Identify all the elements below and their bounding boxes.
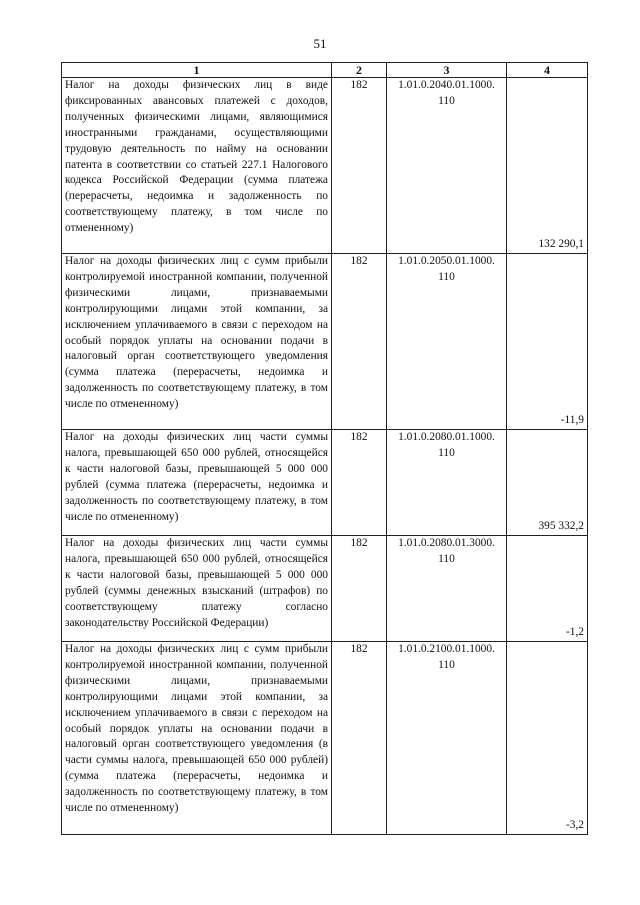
row-kbk-code: 1.01.0.2100.01.1000. 110 [387,642,507,835]
row-kbk-code: 1.01.0.2080.01.1000. 110 [387,430,507,536]
row-description: Налог на доходы физических лиц с сумм прибыли контролируемой иностранной компании, полученной физическими лицами, признаваемыми контролирующими лицами этой компании, за исключением уплачиваемого в связи с переходом на особый порядок уплаты на основании подачи в налоговый орган соответствующего уведомления (сумма платежа (перерасчеты, недоимка и задолженность по соответствующему платежу, в том числе по отмененному) [62,254,332,430]
row-amount: -11,9 [507,254,588,430]
table-header-row [62,63,588,78]
row-kbk-code: 1.01.0.2040.01.1000. 110 [387,78,507,254]
table-row [62,642,588,835]
column-header-3: 3 [387,63,507,78]
row-admin-code: 182 [332,536,387,642]
row-description: Налог на доходы физических лиц с сумм прибыли контролируемой иностранной компании, полученной физическими лицами, признаваемыми контролирующими лицами этой компании, за исключением уплачиваемого в связи с переходом на особый порядок уплаты на основании подачи в налоговый орган соответствующего уведомления (в части суммы налога, превышающей 650 000 рублей) (сумма платежа (перерасчеты, недоимка и задолженность по соответствующему платежу, в том числе по отмененному) [62,642,332,835]
revenue-table [61,62,588,835]
table-row [62,536,588,642]
row-admin-code: 182 [332,78,387,254]
row-admin-code: 182 [332,254,387,430]
row-amount: 395 332,2 [507,430,588,536]
column-header-2: 2 [332,63,387,78]
row-description: Налог на доходы физических лиц части суммы налога, превышающей 650 000 рублей, относящейся к части налоговой базы, превышающей 5 000 000 рублей (суммы денежных взысканий (штрафов) по соответствующему платежу согласно законодательству Российской Федерации) [62,536,332,642]
table-row [62,78,588,254]
row-kbk-code: 1.01.0.2050.01.1000. 110 [387,254,507,430]
row-amount: -1,2 [507,536,588,642]
row-amount: 132 290,1 [507,78,588,254]
table-row [62,254,588,430]
column-header-1: 1 [62,63,332,78]
row-kbk-code: 1.01.0.2080.01.3000. 110 [387,536,507,642]
table-row [62,430,588,536]
row-admin-code: 182 [332,430,387,536]
page-number: 51 [313,36,327,51]
row-description: Налог на доходы физических лиц в виде фиксированных авансовых платежей с доходов, полученных физическими лицами, являющимися иностранными гражданами, осуществляющими трудовую деятельность по найму на основании патента в соответствии со статьей 227.1 Налогового кодекса Российской Федерации (сумма платежа (перерасчеты, недоимка и задолженность по соответствующему платежу, в том числе по отмененному) [62,78,332,254]
row-description: Налог на доходы физических лиц части суммы налога, превышающей 650 000 рублей, относящейся к части налоговой базы, превышающей 5 000 000 рублей (сумма платежа (перерасчеты, недоимка и задолженность по соответствующему платежу, в том числе по отмененному) [62,430,332,536]
row-amount: -3,2 [507,642,588,835]
row-admin-code: 182 [332,642,387,835]
column-header-4: 4 [507,63,588,78]
